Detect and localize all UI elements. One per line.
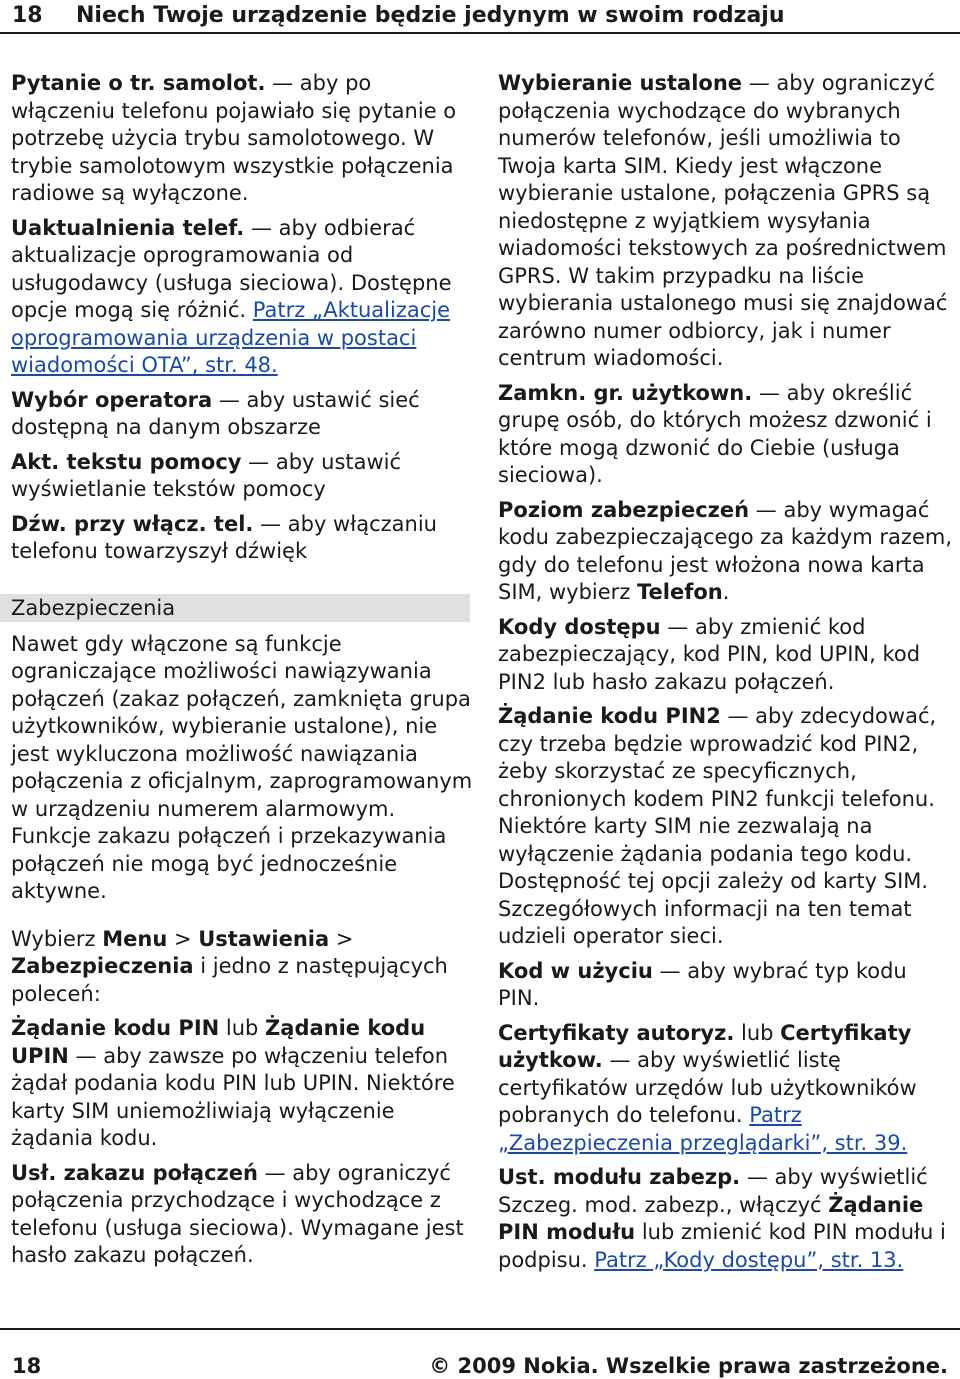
item-operator-selection xyxy=(11,387,473,442)
header-rule xyxy=(0,32,960,34)
link-access-codes[interactable]: Patrz „Kody dostępu”, str. 13. xyxy=(594,1247,904,1272)
description: — aby wybrać typ kodu PIN. xyxy=(498,958,907,1010)
term: Ust. modułu zabezp. xyxy=(498,1165,741,1189)
item-security-level xyxy=(498,497,954,607)
term: Żądanie kodu PIN2 xyxy=(498,704,721,728)
item-pin2-request xyxy=(498,703,954,951)
description: — aby określić grupę osób, do których możesz dzwonić i które mogą dzwonić do Ciebie (usługa sieciowa). xyxy=(498,380,932,487)
description: — aby ustawić sieć dostępną na danym obszarze xyxy=(11,387,420,439)
term: Żądanie kodu UPIN xyxy=(11,1016,426,1068)
description: — aby wyświetlić xyxy=(740,1165,928,1189)
description: — aby włączaniu telefonu towarzyszył dźwięk xyxy=(11,511,437,563)
item-startup-tone xyxy=(11,511,473,566)
term: Żądanie kodu PIN xyxy=(11,1016,220,1040)
punctuation: . xyxy=(722,580,730,604)
section-heading-security xyxy=(0,594,473,624)
item-code-in-use xyxy=(498,958,954,1013)
link-browser-security[interactable]: Patrz „Zabezpieczenia przeglądarki”, str. 39. xyxy=(498,1103,908,1155)
chapter-title: Niech Twoje urządzenie będzie jedynym w swoim rodzaju xyxy=(76,3,785,28)
term: Usł. zakazu połączeń xyxy=(11,1160,258,1185)
description: — aby odbierać aktualizacje oprogramowania od usługodawcy (usługa sieciowa). Dostępne opcje mogą się różnić. xyxy=(11,215,452,322)
description: — aby wymagać kodu zabezpieczającego za każdym razem, gdy do telefonu jest włożona nowa karta SIM, wybierz xyxy=(498,497,953,604)
security-intro: Nawet gdy włączone są funkcje ograniczające możliwości nawiązywania połączeń (zakaz połączeń, zamknięta grupa użytkowników, wybieranie ustalone), nie jest wykluczona możliwość nawiązania połączenia z oficjalnym, zaprogramowanym w urządzeniu numerem alarmowym. Funkcje zakazu połączeń i przekazywania połączeń nie mogą być jednocześnie aktywne. xyxy=(11,631,473,903)
term: Dźw. przy włącz. tel. xyxy=(11,511,254,536)
description: , włączyć xyxy=(725,1192,829,1217)
term: Zamkn. gr. użytkown. xyxy=(498,380,753,405)
option-module-pin: Żądanie PIN modułu xyxy=(498,1192,924,1244)
item-fixed-dialing xyxy=(498,70,954,373)
item-pin-request xyxy=(11,1015,473,1153)
item-access-codes xyxy=(498,614,954,697)
page-header xyxy=(0,0,960,34)
menu-path-settings: Ustawienia xyxy=(198,926,330,951)
term: Poziom zabezpieczeń xyxy=(498,497,750,522)
section-heading-text: Zabezpieczenia xyxy=(11,595,176,620)
menu-path-security: Zabezpieczenia xyxy=(11,954,194,978)
item-help-text xyxy=(11,449,473,504)
description: lub zmienić kod PIN modułu i podpisu. xyxy=(498,1220,946,1272)
link-ota-updates[interactable]: Patrz „Aktualizacje oprogramowania urządzenia w postaci wiadomości OTA”, str. 48. xyxy=(11,298,451,377)
term: Kody dostępu xyxy=(498,614,661,639)
item-call-barring xyxy=(11,1160,473,1270)
footer-rule xyxy=(0,1328,960,1330)
description: — aby zdecydować, czy trzeba będzie wprowadzić kod PIN2, żeby skorzystać ze specyficznych, chronionych kodem PIN2 funkcji telefonu. Niektóre karty SIM nie zezwalają na wyłączenie żądania podania tego kodu. Dostępność tej opcji zależy od karty SIM. Szczegółowych informacji na ten temat udzieli operator sieci. xyxy=(498,704,937,948)
option-module-details: Szczeg. mod. zabezp. xyxy=(498,1192,726,1217)
description: — aby zawsze po włączeniu telefon żądał podania kodu PIN lub UPIN. Niektóre karty SIM uniemożliwiają wyłączenie żądania kodu. xyxy=(11,1043,455,1150)
term: Akt. tekstu pomocy xyxy=(11,449,242,474)
description: — aby ograniczyć połączenia przychodzące i wychodzące z telefonu (usługa sieciowa). Wymagane jest hasło zakazu połączeń. xyxy=(11,1160,464,1267)
conjunction: lub xyxy=(734,1020,781,1045)
term: Wybieranie ustalone xyxy=(498,71,743,95)
copyright-notice: © 2009 Nokia. Wszelkie prawa zastrzeżone. xyxy=(429,1354,948,1378)
menu-path-menu: Menu xyxy=(102,926,168,951)
term: Wybór operatora xyxy=(11,387,213,412)
menu-path-separator: > xyxy=(167,926,199,951)
menu-path-separator: > xyxy=(329,926,354,951)
description: — aby zmienić kod zabezpieczający, kod PIN, kod UPIN, kod PIN2 lub hasło zakazu połączeń. xyxy=(498,614,921,694)
item-flight-query xyxy=(11,70,473,208)
menu-path xyxy=(11,926,473,1009)
term: Certyfikaty autoryz. xyxy=(498,1020,735,1045)
term: Uaktualnienia telef. xyxy=(11,215,245,240)
item-phone-updates xyxy=(11,215,473,380)
term: Certyfikaty użytkow. xyxy=(498,1020,912,1072)
description: — aby ustawić wyświetlanie tekstów pomocy xyxy=(11,449,402,501)
item-security-module xyxy=(498,1164,954,1274)
description: — aby po włączeniu telefonu pojawiało się pytanie o potrzebę użycia trybu samolotowego. W trybie samolotowym wszystkie połączenia radiowe są wyłączone. xyxy=(11,71,457,205)
term: Kod w użyciu xyxy=(498,958,653,983)
description: — aby wyświetlić listę certyfikatów urzędów lub użytkowników pobranych do telefonu. xyxy=(498,1048,917,1127)
option-phone: Telefon xyxy=(637,580,723,604)
item-certificates xyxy=(498,1020,954,1158)
item-closed-user-group xyxy=(498,380,954,490)
description: — aby ograniczyć połączenia wychodzące do wybranych numerów telefonów, jeśli umożliwia to Twoja karta SIM. Kiedy jest włączone wybieranie ustalone, połączenia GPRS są niedostępne z wyjątkiem wysyłania wiadomości tekstowych za pośrednictwem GPRS. W takim przypadku na liście wybierania ustalonego musi się znajdować zarówno numer odbiorcy, jak i numer centrum wiadomości. xyxy=(498,71,948,370)
menu-path-prefix: Wybierz xyxy=(11,926,103,951)
term: Pytanie o tr. samolot. xyxy=(11,71,266,95)
menu-path-suffix: i jedno z następujących poleceń: xyxy=(11,954,448,1006)
footer-page-number: 18 xyxy=(12,1354,42,1378)
right-column xyxy=(498,70,954,1281)
conjunction: lub xyxy=(219,1016,266,1040)
header-page-number: 18 xyxy=(12,3,43,28)
left-column xyxy=(11,70,473,1277)
